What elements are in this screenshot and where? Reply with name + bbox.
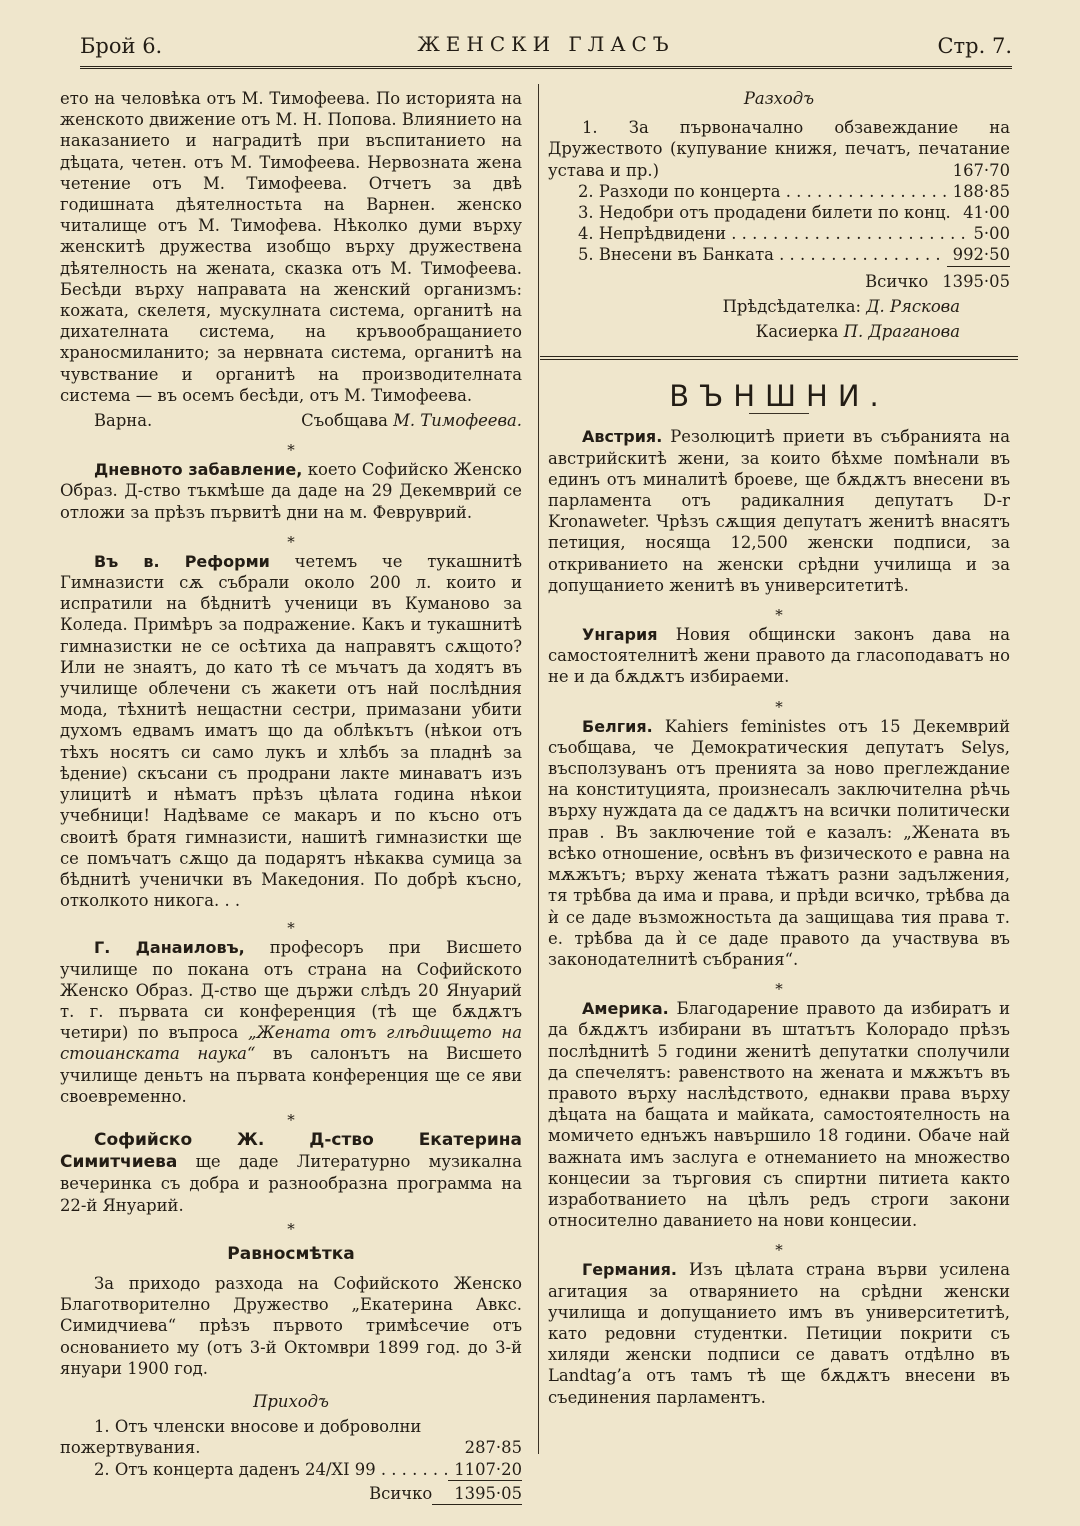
cashier-name: П. Драганова: [843, 322, 960, 342]
item-danailov-quote: „Жената отъ глѣдището на стоианската наука“: [60, 1023, 522, 1064]
cashier-signature: [548, 321, 1010, 342]
page-header: [80, 28, 1012, 68]
separator-star: *: [287, 919, 295, 938]
masthead-title: ЖЕНСКИ ГЛАСЪ: [417, 32, 675, 56]
razhod-item: [548, 244, 1010, 266]
prihod-item: [60, 1459, 522, 1481]
razhod-item: [548, 202, 1010, 223]
news-austria-text: Резолюцитѣ приети въ събранията на австрийскитѣ жени, за които бѣхме помѣнали въ единъ отъ миналитѣ брoеве, ще бѫдѫтъ внесени въ парламента отъ радикалния депутатъ D-r Kronaweter. Чрѣзъ сѫщия депутатъ женитѣ внасятъ петиция, носяща 12,500 женски подписи, за откриванието на женски срѣдни училища и за допущанието женитѣ въ университетитѣ.: [548, 427, 1010, 595]
razhod-item-value: 188·85: [952, 181, 1010, 201]
prihod-title: Приходъ: [253, 1391, 329, 1411]
news-germany-text: Изъ цѣлата страна върви усилена агитация за отварянието на срѣдни женски училища и допущанието имъ въ университетитѣ, като редовни студентки. Петиции покрити съ хиляди женски подписи се даватъ отдѣлно въ Landtag’а отъ тамъ тѣ ще бѫдѫтъ внесени въ съединения парламентъ.: [548, 1260, 1010, 1407]
razhod-title: Разходъ: [743, 89, 815, 108]
item-danailov-text-b: въ салонътъ на Висшето училище деньтъ на първата конференция ще се яви своевременно.: [60, 1044, 523, 1106]
item-danailov-text-a: професоръ при Висшето училище по покана отъ страна на Софийското Женско Образ. Д-ство ще държи слѣдъ 20 Януарий т. г. първата си конференция (тѣ ще бѫдѫтъ четири) по въпроса: [60, 938, 522, 1043]
razhod-item: [548, 181, 1010, 202]
prihod-item-value: 287·85: [464, 1438, 522, 1458]
right-column: [548, 88, 1010, 1408]
item-simitchieva: [60, 1129, 522, 1216]
separator-star: *: [287, 1219, 295, 1238]
razhod-total-value: 1395·05: [942, 271, 1010, 291]
ravno-title: Равносмѣтка: [227, 1243, 355, 1264]
razhod-item-label: 4. Непрѣдвидени . . .: [578, 223, 968, 244]
prihod-item: [60, 1416, 522, 1458]
sign-block: [301, 410, 522, 431]
item-danailov-title: Г. Данаиловъ,: [94, 938, 245, 958]
razhod-item-label: 1. За първоначално обзавеждание на Дружеството (купувание книжя, печатъ, печатание устава и пр.): [548, 118, 1010, 180]
news-america: [548, 998, 1010, 1231]
item-dnevno-title: Дневното забавление,: [94, 460, 303, 480]
sign-label: Съобщава: [301, 411, 388, 431]
item-reformi: [60, 551, 522, 911]
header-rule: [80, 66, 1012, 69]
news-hungary-text: Новия общински законъ дава на самостоятелнитѣ жени правото да гласоподаватъ но не и да бѫдѫтъ избираеми.: [548, 625, 1011, 687]
razhod-item-value: 41·00: [963, 203, 1010, 223]
razhod-item-label: 5. Внесени въ Банката . . .: [578, 244, 947, 265]
razhod-total-label: Всичко: [865, 271, 929, 291]
razhod-item-label: 3. Недобри отъ продадени билети по конц. . . .: [578, 202, 957, 223]
prihod-item-value: 1107·20: [448, 1459, 522, 1481]
prihod-total-label: Всичко: [369, 1483, 433, 1503]
news-austria-title: Австрия.: [582, 427, 663, 447]
separator-star: *: [287, 532, 295, 551]
razhod-item: [548, 223, 1010, 244]
separator-star: *: [287, 1110, 295, 1129]
news-america-text: Благодарение правото да избиратъ и да бѫдѫтъ избирани въ штатътъ Колорадо прѣзъ послѣднитѣ 5 години женитѣ депутатки сполучили да спечелятъ: равенството на жената и мѫжътъ въ правото върху наслѣдството, еднакви права върху дѣцата на бащата и майката, самостоятелность на момичето еднъжъ навършило 18 години. Обаче най важната имъ заслуга е отнеманието на множество концесии за търговия съ спиртни питиета както изработванието на цѣлъ редъ строги закони относително даванието на нови концесии.: [548, 999, 1010, 1231]
item-dnevno: [60, 459, 522, 523]
razhod-item-value: 992·50: [947, 244, 1010, 266]
section-rule: [540, 356, 1018, 360]
separator-star: *: [287, 441, 295, 460]
item-reformi-title: Въ в. Реформи: [94, 551, 270, 571]
chair-label: Прѣдсѣдателка:: [722, 296, 861, 316]
separator-star: *: [775, 606, 783, 625]
news-america-title: Америка.: [582, 999, 669, 1019]
item-dnevno-text: което Софийско Женско Образ. Д-ство тъкмѣше да даде на 29 Декемврий се отложи за прѣзъ първитѣ дни на м. Февруврий.: [60, 460, 522, 522]
news-germany-title: Германия.: [582, 1260, 677, 1280]
chair-signature: [548, 296, 1010, 317]
separator-star: *: [775, 697, 783, 716]
chair-name: Д. Ряскова: [866, 296, 960, 316]
razhod-item-value: 167·70: [952, 160, 1010, 180]
item-danailov: [60, 937, 522, 1107]
prihod-list: [60, 1416, 522, 1505]
section-title: ВЪНШНИ.: [669, 379, 889, 414]
left-column: [60, 88, 522, 1505]
separator-star: *: [775, 1241, 783, 1260]
item-reformi-text: четемъ че тукашнитѣ Гимназисти сѫ събрали около 200 л. които и испратили на бѣднитѣ ученици въ Куманово за Коледа. Примѣръ за подражение. Какъ и тукашнитѣ гимназистки не се осѣтиха да направятъ сѫщото? Или не знаятъ, до като тѣ се мъчатъ да ходятъ въ училище облечени съ жакети отъ най послѣдния мода, тѣхнитѣ нещастни сестри, примазани убити духомъ едвамъ иматъ що да облѣкътъ (нѣкои отъ тѣхъ носятъ си само лукъ и хлѣбъ за пладнѣ за ѣдение) скъсани съ продрани лакте минаватъ изъ улицитѣ и нѣматъ прѣзъ цѣлата година нѣкои учебници! Надѣваме се макаръ и по късно отъ своитѣ братя гимназисти, нашитѣ гимназистки ще се помъчатъ сѫщо да подарятъ нѣкаква сумица за бѣднитѣ ученички въ Македония. По добрѣ късно, отколкото никога. . .: [60, 551, 522, 911]
news-belgium-text: Kahiers feministes отъ 15 Декемврий съобщава, че Демократическия депутатъ Selys, въсползуванъ отъ пренията за ново преглеждание на конституцията, произнесалъ заключителна рѣчь върху нуждата да се дадѫтъ на всички политически прав . Въ заключение той е казалъ: „Жената въ всѣко отношение, освѣнъ въ физическото е равна на мѫжътъ; върху жената тѣжатъ разни задължения, тя трѣбва да има и права, и прѣди всичко, трѣбва да ѝ се даде възможностьта да защищава тия права т. е. трѣбва да ѝ се даде правото да участвува въ законодателнитѣ събрания“.: [548, 716, 1010, 969]
news-belgium: [548, 716, 1010, 970]
sign-place: Варна.: [94, 411, 153, 431]
razhod-total-row: [548, 271, 1010, 292]
news-hungary-title: Унгария: [582, 625, 658, 645]
cashier-label: Касиерка: [755, 322, 839, 342]
intro-paragraph: ето на человѣка отъ М. Тимофеева. По историята на женското движение отъ М. Н. Попова. Влиянието на наказанието и наградитѣ при въспитанието на дѣцата, четен. отъ М. Тимофеева. Нервозната жена четение отъ М. Тимофеева. Отчетъ за двѣ годишната дѣятелностьта на Варнен. женско читалище отъ М. Тимофева. Нѣколко думи върху женскитѣ дружества изобщо върху дружествена дѣятелность на жената, сказка отъ М. Тимофеева. Бесѣди върху направата на женский организмъ: кожата, скелетя, мускулната система, органитѣ на дихателната система, на кръвообращанието храносмиланито; за нервната система, органитѣ на чувствание и органитѣ на производителната система — въ осемъ бесѣди, отъ М. Тимофеева.: [60, 89, 522, 405]
razhod-item: [548, 117, 1010, 181]
sign-name: М. Тимофеева.: [393, 411, 522, 431]
news-hungary: [548, 624, 1010, 688]
news-germany: [548, 1259, 1010, 1407]
item-simitchieva-title: Софийско Ж. Д-ство Екатерина Симитчиева: [60, 1129, 522, 1173]
signature-line: [60, 410, 522, 431]
prihod-total-value: 1395·05: [432, 1483, 522, 1505]
separator-star: *: [775, 980, 783, 999]
issue-number: Брой 6.: [80, 34, 163, 58]
column-rule: [538, 84, 539, 1454]
razhod-item-value: 5·00: [973, 224, 1010, 244]
title-ornament: [749, 413, 809, 414]
razhod-item-label: 2. Разходи по концерта . . .: [578, 181, 947, 202]
prihod-total-row: [60, 1483, 522, 1505]
ravno-paragraph: За приходо разхода на Софийското Женско Благотворително Дружество „Екатерина Авкс. Симидчиева“ прѣзъ първото тримѣсечие отъ основанието му (отъ 3-й Октомври 1899 год. до 3-й януари 1900 год.: [60, 1273, 522, 1378]
item-simitchieva-text: ще даде Литературно музикална вечеринка съ добра и разнообразна программа на 22-й Януарий.: [60, 1152, 522, 1215]
prihod-item-label: 2. Отъ концерта даденъ 24/XI 99 . . .: [94, 1459, 448, 1480]
prihod-item-label: 1. Отъ членски вносове и доброволни пожертвувания.: [60, 1417, 422, 1458]
news-belgium-title: Белгия.: [582, 716, 653, 736]
page-number: Стр. 7.: [937, 34, 1012, 58]
news-austria: [548, 426, 1010, 596]
